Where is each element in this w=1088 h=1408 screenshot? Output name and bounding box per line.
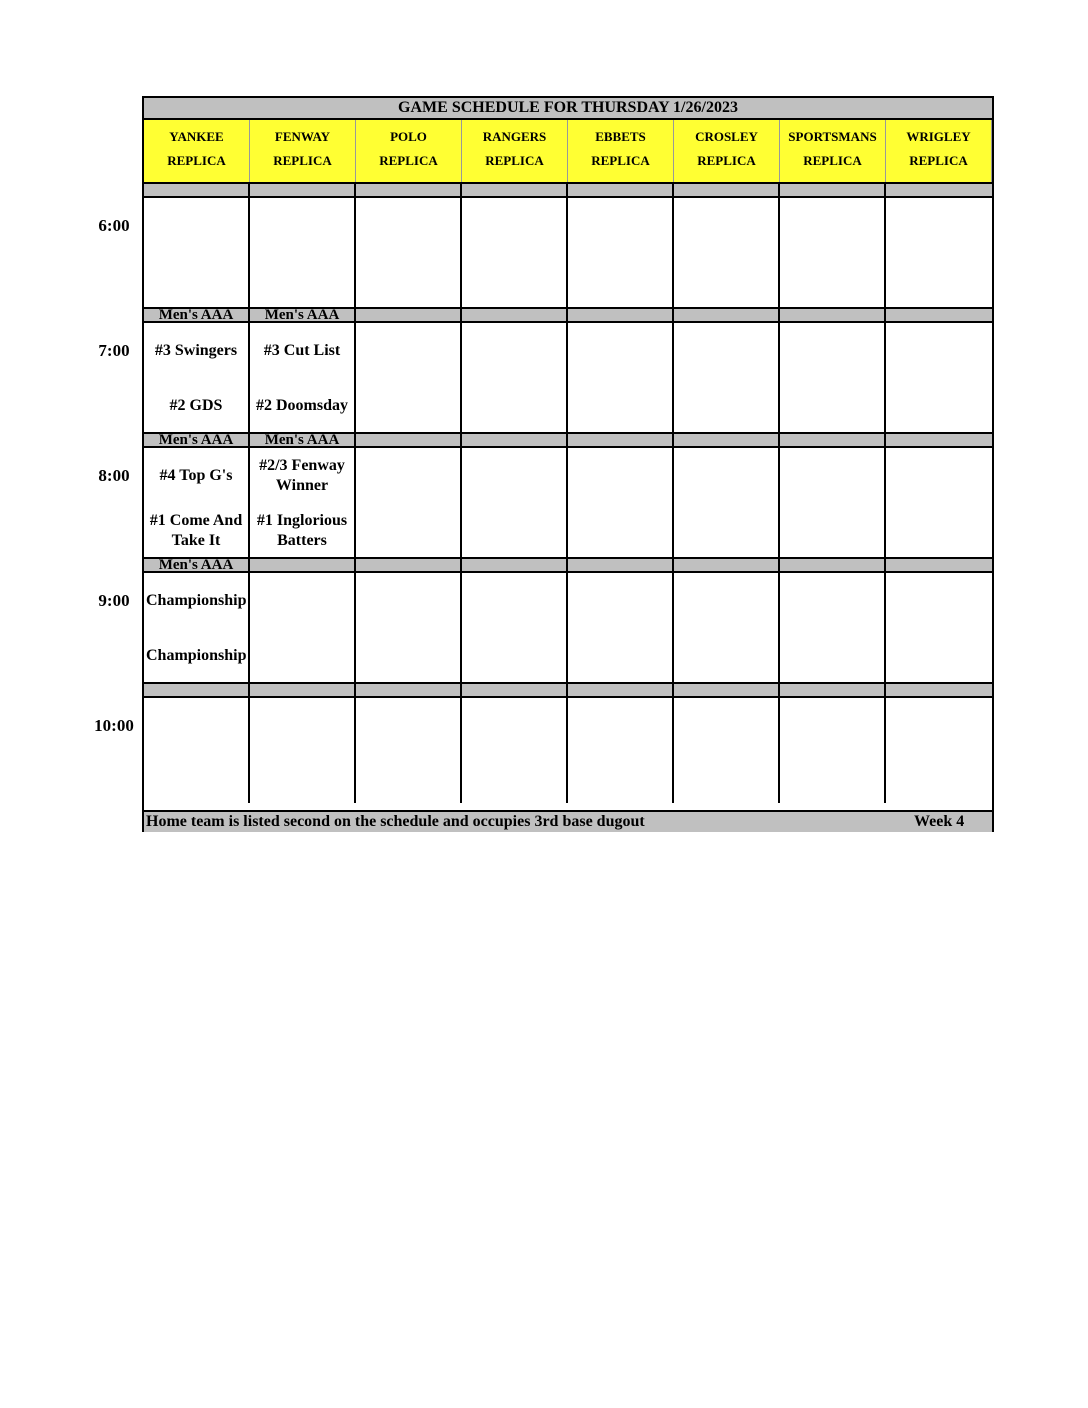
division-band [674, 182, 780, 198]
game-cell [780, 698, 886, 803]
game-cell [674, 198, 780, 307]
field-header-7 [886, 120, 992, 182]
away-team: #2/3 Fenway Winner [259, 457, 345, 494]
field-header-1 [250, 120, 356, 182]
division-band: Men's AAA [144, 557, 250, 573]
home-team: #1 Come And Take It [149, 512, 243, 549]
away-team: #3 Swingers [154, 342, 238, 359]
game-cell [462, 698, 568, 803]
division-band [568, 182, 674, 198]
game-cell [356, 573, 462, 682]
division-band [462, 307, 568, 323]
schedule-grid [142, 96, 994, 832]
game-cell [462, 573, 568, 682]
game-cell [462, 448, 568, 557]
game-cell [886, 448, 992, 557]
game-cell [356, 323, 462, 432]
division-band [886, 557, 992, 573]
field-header-4 [568, 120, 674, 182]
home-team: #2 Doomsday [255, 397, 348, 414]
game-cell [780, 573, 886, 682]
game-cell [250, 448, 356, 557]
division-band [674, 307, 780, 323]
field-name: EBBETS [595, 129, 646, 144]
game-cell [674, 448, 780, 557]
home-team: #1 Inglorious Batters [256, 512, 348, 549]
division-band [356, 432, 462, 448]
division-band: Men's AAA [144, 432, 250, 448]
away-team: Championship [146, 592, 247, 609]
field-header-5 [674, 120, 780, 182]
field-subname: REPLICA [909, 153, 968, 168]
game-cell [568, 573, 674, 682]
field-header-2 [356, 120, 462, 182]
division-band [568, 307, 674, 323]
division-band [356, 307, 462, 323]
division-band [674, 432, 780, 448]
home-team-note: Home team is listed second on the schedule and occupies 3rd base dugout [146, 813, 645, 830]
game-cell [568, 448, 674, 557]
game-cell [250, 323, 356, 432]
division-band: Men's AAA [250, 432, 356, 448]
game-cell [462, 198, 568, 307]
game-cell [250, 573, 356, 682]
home-team: #2 GDS [169, 397, 223, 414]
game-cell [568, 323, 674, 432]
division-band: Men's AAA [250, 307, 356, 323]
game-cell [886, 698, 992, 803]
division-band [462, 682, 568, 698]
field-subname: REPLICA [803, 153, 862, 168]
game-cell [144, 198, 250, 307]
division-band [356, 557, 462, 573]
game-cell [144, 698, 250, 803]
game-cell [886, 198, 992, 307]
away-team: #4 Top G's [159, 467, 233, 484]
division-band [568, 432, 674, 448]
time-label-2: 8:00 [98, 466, 130, 485]
game-cell [674, 698, 780, 803]
game-cell [144, 323, 250, 432]
field-header-3 [462, 120, 568, 182]
game-cell [568, 198, 674, 307]
division-band [568, 682, 674, 698]
division-band [886, 307, 992, 323]
field-name: YANKEE [169, 129, 224, 144]
division-band [780, 682, 886, 698]
schedule-footer [144, 810, 992, 832]
division-band [356, 682, 462, 698]
division-band [462, 432, 568, 448]
division-band [356, 182, 462, 198]
time-label-3: 9:00 [98, 591, 130, 610]
game-cell [462, 323, 568, 432]
field-subname: REPLICA [591, 153, 650, 168]
division-band: Men's AAA [144, 307, 250, 323]
field-name: RANGERS [482, 129, 547, 144]
home-team: Championship [146, 647, 247, 664]
time-label-0: 6:00 [98, 216, 130, 235]
time-label-1: 7:00 [98, 341, 130, 360]
division-band [780, 307, 886, 323]
game-cell [144, 448, 250, 557]
field-subname: REPLICA [379, 153, 438, 168]
field-name: FENWAY [274, 129, 331, 144]
game-cell [674, 323, 780, 432]
division-band [780, 182, 886, 198]
division-band [568, 557, 674, 573]
division-band [674, 557, 780, 573]
field-subname: REPLICA [273, 153, 332, 168]
game-cell [568, 698, 674, 803]
field-subname: REPLICA [485, 153, 544, 168]
division-band [780, 557, 886, 573]
field-header-0 [144, 120, 250, 182]
game-cell [674, 573, 780, 682]
division-band [250, 682, 356, 698]
division-band [886, 432, 992, 448]
game-cell [356, 198, 462, 307]
division-band [780, 432, 886, 448]
schedule-title: GAME SCHEDULE FOR THURSDAY 1/26/2023 [144, 98, 992, 120]
division-band [144, 682, 250, 698]
game-cell [250, 698, 356, 803]
away-team: #3 Cut List [263, 342, 341, 359]
field-subname: REPLICA [167, 153, 226, 168]
division-band [250, 557, 356, 573]
game-cell [144, 573, 250, 682]
division-band [250, 182, 356, 198]
game-cell [250, 198, 356, 307]
field-name: SPORTSMANS [788, 129, 877, 144]
game-cell [780, 448, 886, 557]
field-header-6 [780, 120, 886, 182]
game-cell [356, 698, 462, 803]
field-name: POLO [390, 129, 427, 144]
game-cell [886, 573, 992, 682]
time-label-4: 10:00 [94, 716, 134, 735]
division-band [462, 557, 568, 573]
game-cell [780, 198, 886, 307]
division-band [886, 182, 992, 198]
division-band [674, 682, 780, 698]
game-cell [780, 323, 886, 432]
field-name: CROSLEY [695, 129, 758, 144]
game-cell [886, 323, 992, 432]
division-band [144, 182, 250, 198]
field-subname: REPLICA [697, 153, 756, 168]
division-band [462, 182, 568, 198]
week-label: Week 4 [914, 813, 965, 830]
division-band [886, 682, 992, 698]
game-cell [356, 448, 462, 557]
field-name: WRIGLEY [906, 129, 971, 144]
